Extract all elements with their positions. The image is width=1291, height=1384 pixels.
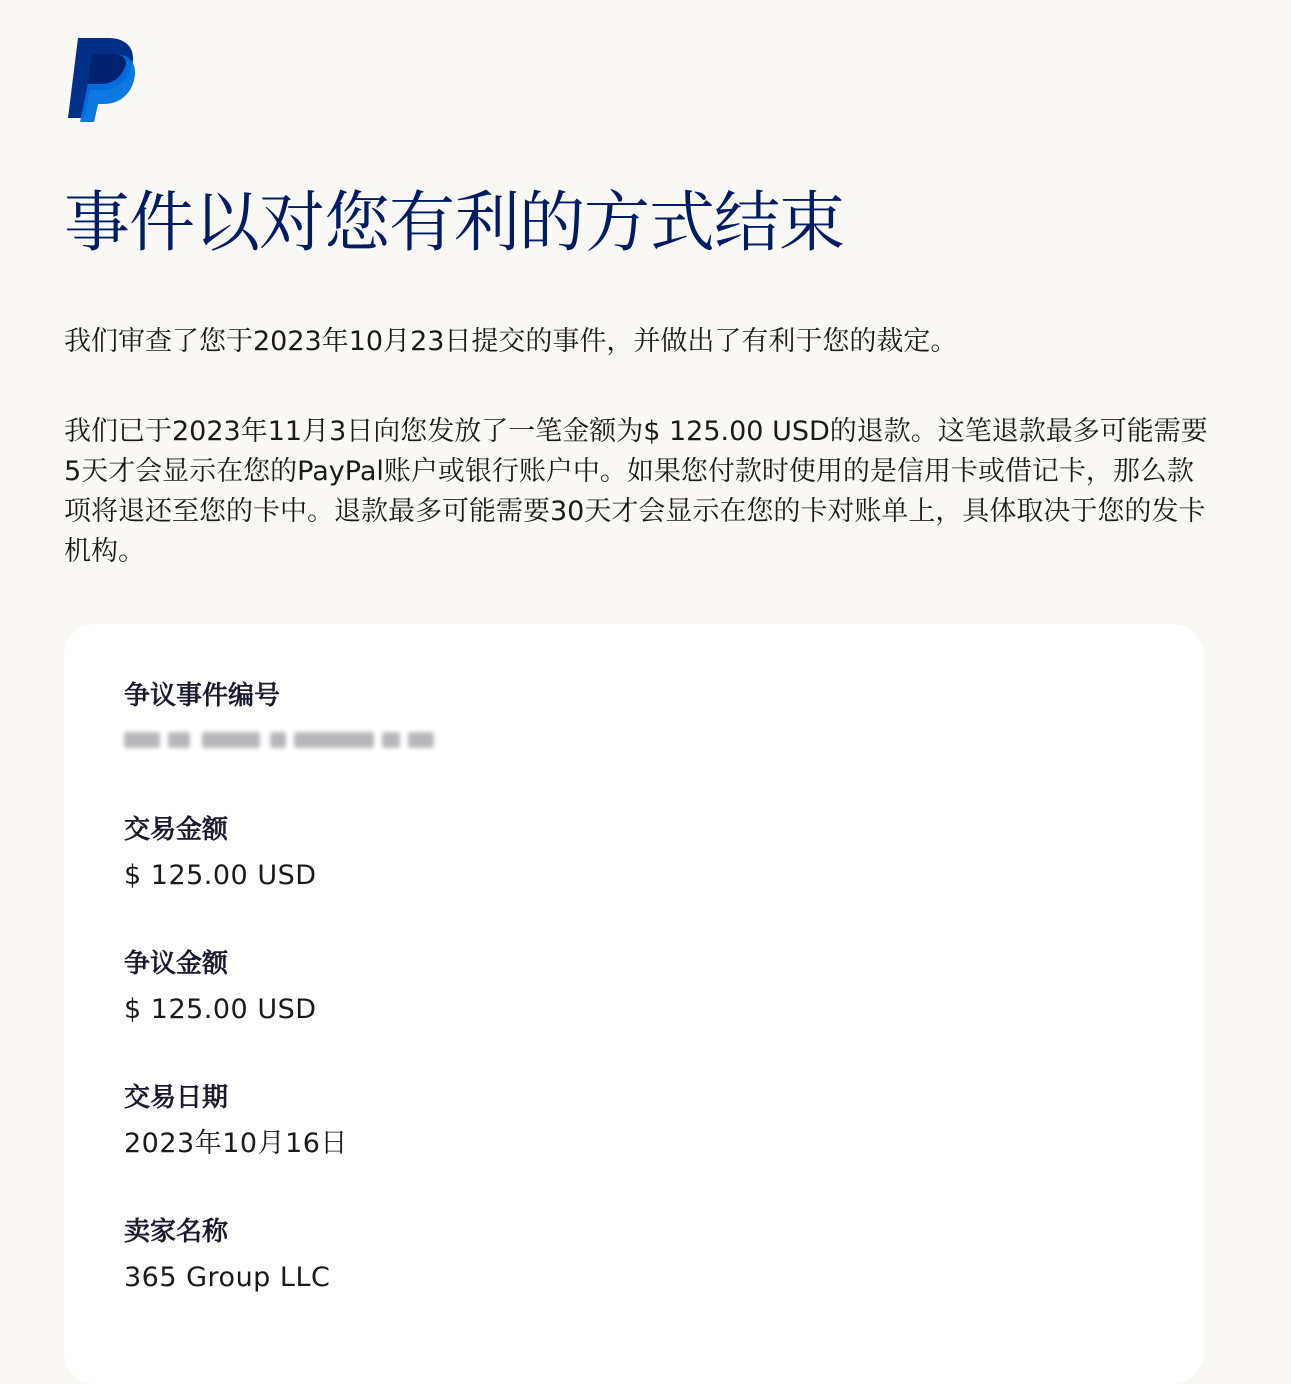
transaction-amount-label: 交易金额: [124, 815, 229, 845]
seller-name-label: 卖家名称: [124, 1217, 229, 1247]
seller-name-field: [124, 1214, 330, 1298]
seller-name-value: 365 Group LLC: [124, 1262, 331, 1293]
transaction-date-label: 交易日期: [124, 1083, 229, 1113]
case-id-label: 争议事件编号: [124, 681, 281, 711]
case-details-card: [64, 624, 1204, 1384]
case-id-field: [124, 678, 434, 754]
dispute-amount-field: [124, 946, 317, 1030]
transaction-date-field: [124, 1080, 348, 1164]
transaction-amount-value: $ 125.00 USD: [124, 860, 317, 891]
refund-paragraph: 我们已于2023年11月3日向您发放了一笔金额为$ 125.00 USD的退款。这笔退款最多可能需要5天才会显示在您的PayPal账户或银行账户中。如果您付款时使用的是信用卡或借记卡，那么款项将退还至您的卡中。退款最多可能需要30天才会显示在您的卡对账单上，具体取决于您的发卡机构。: [64, 416, 1208, 567]
case-id-redacted-value: [124, 726, 434, 754]
paypal-logo-icon: [64, 34, 138, 122]
page-title: 事件以对您有利的方式结束: [64, 184, 844, 261]
review-paragraph: 我们审查了您于2023年10月23日提交的事件，并做出了有利于您的裁定。: [64, 326, 958, 357]
transaction-amount-field: [124, 812, 317, 896]
dispute-amount-value: $ 125.00 USD: [124, 994, 317, 1025]
transaction-date-value: 2023年10月16日: [124, 1128, 348, 1159]
dispute-amount-label: 争议金额: [124, 949, 229, 979]
